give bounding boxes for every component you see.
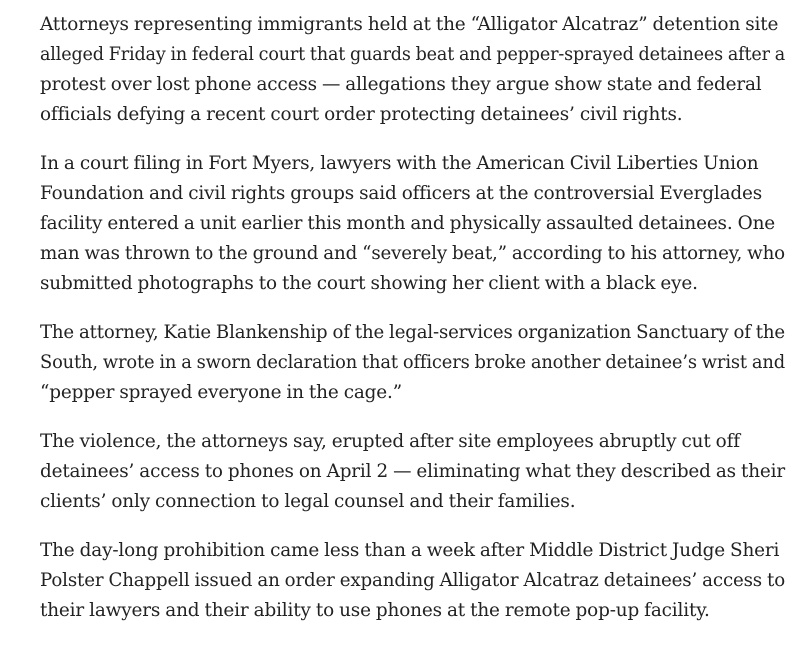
paragraph-line: submitted photographs to the court showing her client with a black eye. — [40, 273, 698, 294]
paragraph-line: The violence, the attorneys say, erupted after site employees abruptly cut off — [40, 431, 740, 452]
paragraph-line: officials defying a recent court order protecting detainees’ civil rights. — [40, 104, 683, 125]
paragraph-line: Foundation and civil rights groups said officers at the controversial Everglades — [40, 183, 763, 204]
paragraph-line: clients’ only connection to legal counsel and their families. — [40, 491, 576, 512]
article-paragraph-1 — [40, 10, 786, 130]
article-paragraph-5 — [40, 536, 786, 626]
paragraph-line: South, wrote in a sworn declaration that officers broke another detainee’s wrist and — [40, 352, 785, 373]
article-paragraph-2 — [40, 149, 786, 299]
paragraph-line: In a court filing in Fort Myers, lawyers with the American Civil Liberties Union — [40, 153, 759, 174]
article-paragraph-4 — [40, 427, 786, 517]
paragraph-line: protest over lost phone access — allegations they argue show state and federal — [40, 74, 762, 95]
article-body — [40, 10, 786, 645]
paragraph-line: The attorney, Katie Blankenship of the legal-services organization Sanctuary of the — [40, 322, 785, 343]
paragraph-line: Polster Chappell issued an order expanding Alligator Alcatraz detainees’ access to — [40, 570, 786, 591]
paragraph-line: facility entered a unit earlier this month and physically assaulted detainees. One — [40, 213, 775, 234]
paragraph-line: “pepper sprayed everyone in the cage.” — [40, 382, 402, 403]
paragraph-line: alleged Friday in federal court that guards beat and pepper-sprayed detainees after a — [40, 44, 786, 65]
paragraph-line: man was thrown to the ground and “severely beat,” according to his attorney, who — [40, 243, 786, 264]
paragraph-line: The day-long prohibition came less than a week after Middle District Judge Sheri — [40, 540, 780, 561]
paragraph-line: their lawyers and their ability to use phones at the remote pop-up facility. — [40, 600, 710, 621]
paragraph-line: detainees’ access to phones on April 2 — eliminating what they described as their — [40, 461, 786, 482]
paragraph-line: Attorneys representing immigrants held at the “Alligator Alcatraz” detention site — [40, 14, 779, 35]
article-paragraph-3 — [40, 318, 785, 408]
